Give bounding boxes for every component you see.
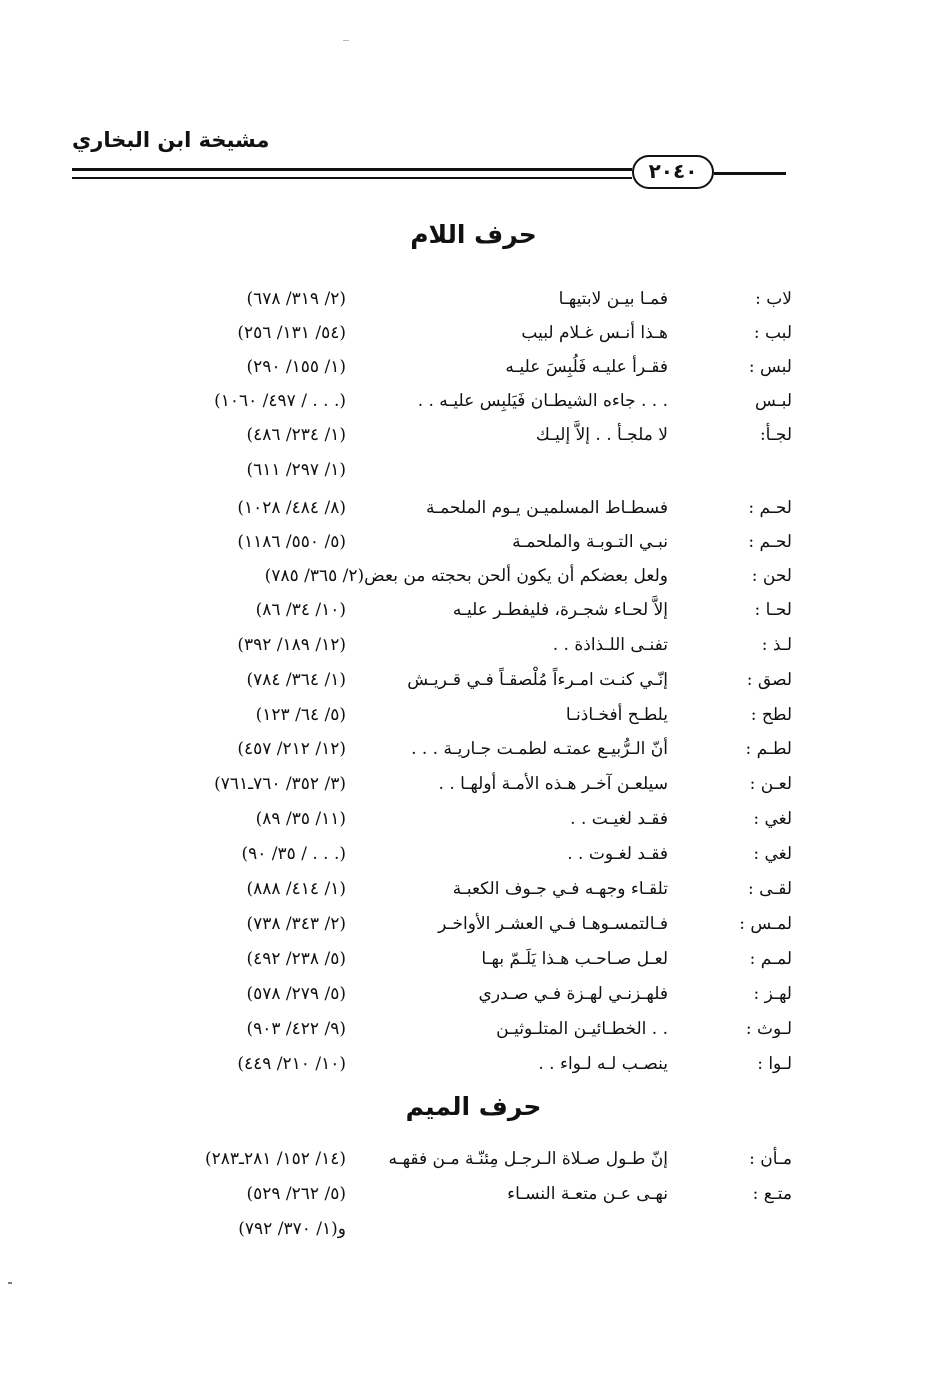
entry-row	[0, 802, 947, 836]
entry-reference: (٥٤/ ١٣١/ ٢٥٦)	[237, 323, 346, 343]
entry-reference: (٥/ ٢٣٨/ ٤٩٢)	[246, 949, 346, 969]
entry-row	[0, 316, 947, 350]
scan-mark	[343, 40, 349, 41]
entry-reference: (٩/ ٤٢٢/ ٩٠٣)	[246, 1019, 346, 1039]
entry-row	[0, 663, 947, 697]
entry-row	[0, 977, 947, 1011]
entry-text: نبـي التـوبـة والملحمـة	[512, 532, 668, 552]
entry-row	[0, 628, 947, 662]
entry-reference: (١٠/ ٢١٠/ ٤٤٩)	[237, 1054, 346, 1074]
entry-text: تلقـاء وجهـه فـي جـوف الكعبـة	[452, 879, 668, 899]
entry-root: لاب :	[755, 289, 792, 309]
header-rule-thick	[72, 168, 632, 171]
entry-root: لـذ :	[761, 635, 792, 655]
entry-root: متـع :	[752, 1184, 792, 1204]
entry-row	[0, 732, 947, 766]
entry-root: لـوا :	[757, 1054, 792, 1074]
entry-row	[0, 1212, 947, 1246]
entry-text: فمـا بيـن لابتيهـا	[558, 289, 668, 309]
entry-root: لمـس :	[739, 914, 792, 934]
section-title-lam: حرف اللام	[410, 220, 537, 249]
entry-row	[0, 491, 947, 525]
entry-reference: (١/ ٤١٤/ ٨٨٨)	[246, 879, 346, 899]
entry-row	[0, 942, 947, 976]
entry-reference: (. . . / ٤٩٧/ ١٠٦٠)	[214, 391, 346, 411]
entry-reference: (١/ ٢٩٧/ ٦١١)	[246, 460, 346, 480]
entry-row	[0, 525, 947, 559]
entry-reference: (١١/ ٣٥/ ٨٩)	[255, 809, 346, 829]
entry-reference: و(١/ ٣٧٠/ ٧٩٢)	[238, 1219, 346, 1239]
entry-root: مـأن :	[749, 1149, 792, 1169]
entry-root: لحن :	[751, 566, 792, 586]
entry-row	[0, 1047, 947, 1081]
entry-row	[0, 1177, 947, 1211]
entry-text: إنّـي كنـت امـرءاً مُلْصقـاً فـي قـريـش	[407, 670, 668, 690]
entry-root: لـوث :	[745, 1019, 792, 1039]
entry-text: إنّ طـول صـلاة الـرجـل مِئنّـة مـن فقهـه	[388, 1149, 668, 1169]
entry-text: يلطـح أفخـاذنـا	[565, 705, 668, 725]
entry-text: تفنـى اللـذاذة . .	[552, 635, 668, 655]
entry-text: . . الخطـائيـن المتلـوثيـن	[496, 1019, 668, 1039]
entry-row	[0, 907, 947, 941]
entry-reference: (١٢/ ١٨٩/ ٣٩٢)	[237, 635, 346, 655]
entry-row	[0, 767, 947, 801]
entry-row	[0, 1142, 947, 1176]
entry-text: ولعل بعضكم أن يكون ألحن بحجته من بعض(٢/ ٣٦٥/ ٧٨٥)	[264, 566, 668, 586]
header-rule-thin	[72, 177, 632, 179]
entry-row	[0, 350, 947, 384]
entry-reference: (١٠/ ٣٤/ ٨٦)	[255, 600, 346, 620]
entry-text: سيلعـن آخـر هـذه الأمـة أولهـا . .	[438, 774, 668, 794]
entry-root: لحـم :	[748, 498, 792, 518]
book-title: مشيخة ابن البخاري	[72, 128, 270, 152]
entry-reference: (٥/ ٦٤/ ١٢٣)	[255, 705, 346, 725]
entry-row	[0, 282, 947, 316]
entry-text: فسطـاط المسلميـن يـوم الملحمـة	[425, 498, 668, 518]
entry-text: نهـى عـن متعـة النسـاء	[507, 1184, 668, 1204]
page-number: ٢٠٤٠	[632, 155, 714, 189]
entry-text: لا ملجـأ . . إلاَّ إليـك	[535, 425, 668, 445]
entry-row	[0, 384, 947, 418]
entry-text: إلاَّ لحـاء شجـرة، فليفطـر عليـه	[452, 600, 668, 620]
entry-root: لحـم :	[748, 532, 792, 552]
entry-reference: (١٤/ ١٥٢/ ٢٨١ـ٢٨٣)	[204, 1149, 346, 1169]
entry-text: هـذا أنـس غـلام لبيب	[521, 323, 668, 343]
entry-root: لحـا :	[754, 600, 792, 620]
entry-root: لجـأ:	[759, 425, 792, 445]
entry-root: لصق :	[746, 670, 792, 690]
entry-row	[0, 837, 947, 871]
entry-reference: (٢/ ٣١٩/ ٦٧٨)	[246, 289, 346, 309]
entry-text: . . . جاءه الشيطـان فَيَلبِس عليـه . .	[417, 391, 668, 411]
entry-reference: (١٢/ ٢١٢/ ٤٥٧)	[237, 739, 346, 759]
entry-reference: (٥/ ٢٧٩/ ٥٧٨)	[246, 984, 346, 1004]
entry-root: لغي :	[753, 844, 792, 864]
entry-reference: (٥/ ٢٦٢/ ٥٢٩)	[246, 1184, 346, 1204]
entry-text: ينصـب لـه لـواء . .	[538, 1054, 668, 1074]
entry-root: لطح :	[750, 705, 792, 725]
entry-root: لبـس	[755, 391, 792, 411]
entry-row	[0, 872, 947, 906]
entry-root: لطـم :	[745, 739, 792, 759]
entry-row	[0, 559, 947, 593]
entry-text: فقـد لغـوت . .	[567, 844, 668, 864]
entry-text: فقـد لغيـت . .	[570, 809, 668, 829]
entry-root: لبس :	[748, 357, 792, 377]
entry-text: لعـل صـاحـب هـذا يَلَـمّ بهـا	[481, 949, 668, 969]
entry-root: لقـى :	[747, 879, 792, 899]
entry-row	[0, 453, 947, 487]
entry-row	[0, 418, 947, 452]
header-rule-right	[714, 172, 786, 175]
entry-root: لغي :	[753, 809, 792, 829]
entry-text: فـالتمسـوهـا فـي العشـر الأواخـر	[438, 914, 668, 934]
entry-row	[0, 1012, 947, 1046]
section-title-mim: حرف الميم	[405, 1092, 542, 1121]
entry-reference: (٢/ ٣٤٣/ ٧٣٨)	[246, 914, 346, 934]
entry-root: لهـز :	[753, 984, 792, 1004]
entry-text: فلهـزنـي لهـزة فـي صـدري	[478, 984, 668, 1004]
entry-reference: (٣/ ٣٥٢/ ٧٦٠ـ٧٦١)	[214, 774, 346, 794]
entry-reference: (١/ ١٥٥/ ٢٩٠)	[246, 357, 346, 377]
entry-root: لمـم :	[749, 949, 792, 969]
entry-root: لبب :	[753, 323, 792, 343]
entry-reference: (١/ ٣٦٤/ ٧٨٤)	[246, 670, 346, 690]
entry-root: لعـن :	[749, 774, 792, 794]
entry-row	[0, 593, 947, 627]
entry-reference: (٥/ ٥٥٠/ ١١٨٦)	[237, 532, 346, 552]
scan-mark	[8, 1282, 12, 1284]
entry-text: أنّ الـرُّبيـع عمتـه لطمـت جـاريـة . . .	[411, 739, 668, 759]
entry-reference: (١/ ٢٣٤/ ٤٨٦)	[246, 425, 346, 445]
entry-row	[0, 698, 947, 732]
entry-reference: (٨/ ٤٨٤/ ١٠٢٨)	[237, 498, 346, 518]
entry-text: فقـرأ عليـه فَلُبِسَ عليـه	[505, 357, 668, 377]
entry-reference: (. . . / ٣٥/ ٩٠)	[241, 844, 346, 864]
